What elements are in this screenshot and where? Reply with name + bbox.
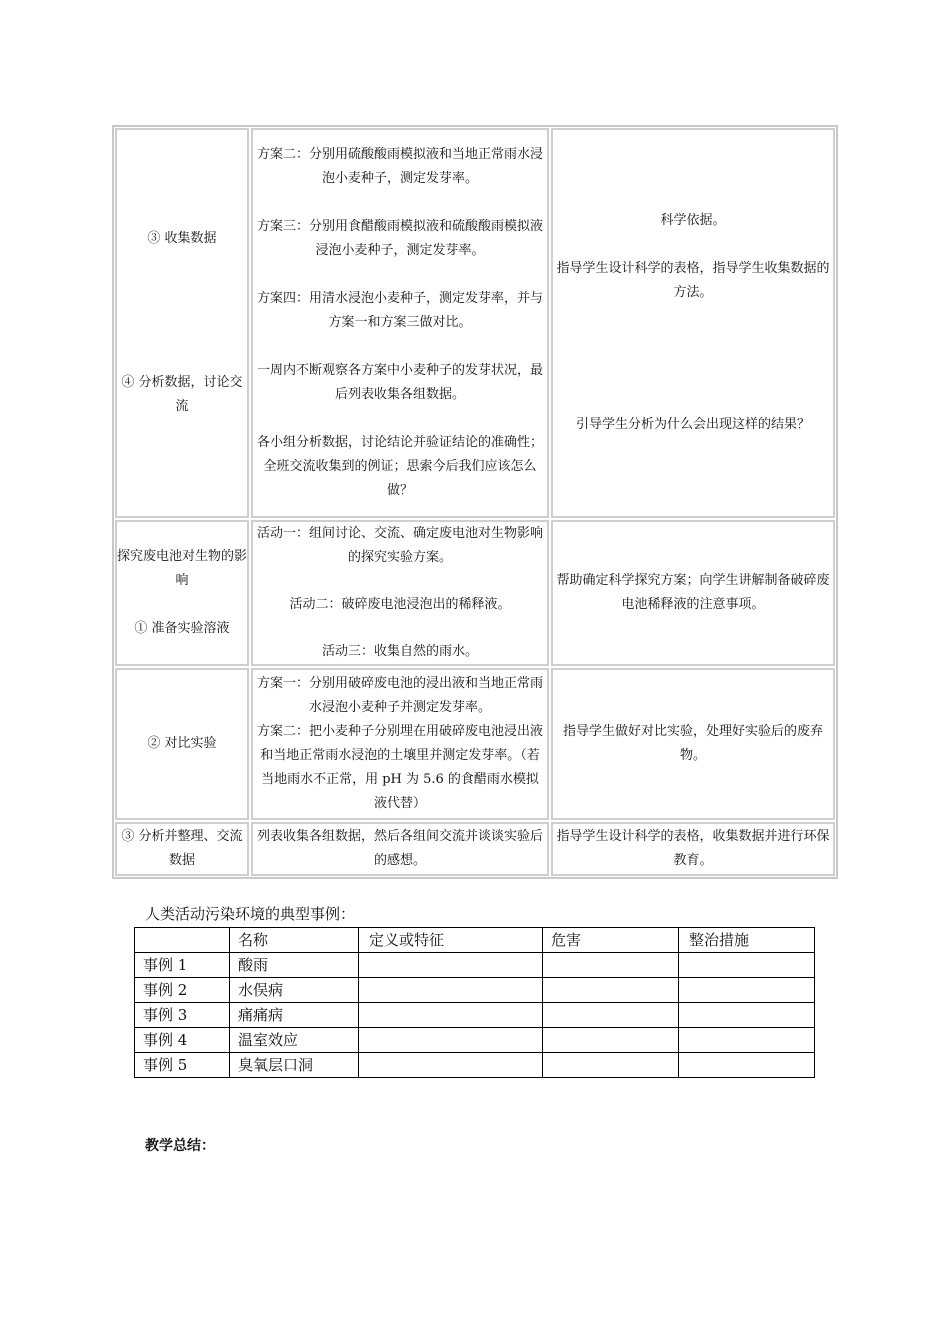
empty-cell <box>679 1053 815 1078</box>
empty-cell <box>543 1053 679 1078</box>
header-cell <box>135 928 230 953</box>
table-row <box>135 1028 815 1053</box>
activity-text: 方案一：分别用破碎废电池的浸出液和当地正常雨水浸泡小麦种子并测定发芽率。 <box>256 676 543 715</box>
event-name: 温室效应 <box>230 1028 359 1053</box>
stage-cell-compare <box>115 668 249 820</box>
empty-cell <box>679 978 815 1003</box>
header-cell: 定义或特征 <box>359 928 543 953</box>
guidance-text: 引导学生分析为什么会出现这样的结果？ <box>575 417 810 432</box>
empty-cell <box>679 953 815 978</box>
guidance-text: 指导学生设计科学的表格，收集数据并进行环保教育。 <box>556 829 830 868</box>
event-name: 酸雨 <box>230 953 359 978</box>
stage-label: ③ 收集数据 <box>147 231 217 246</box>
event-name: 水俣病 <box>230 978 359 1003</box>
table-row <box>135 1053 815 1078</box>
event-name: 痛痛病 <box>230 1003 359 1028</box>
activity-text: 各小组分析数据，讨论结论并验证结论的准确性；全班交流收集到的例证；思索今后我们应该怎么做？ <box>256 435 543 498</box>
table-header-row <box>135 928 815 953</box>
activity-text: 活动三：收集自然的雨水。 <box>321 644 478 659</box>
event-label: 事例 1 <box>135 953 230 978</box>
empty-cell <box>679 1003 815 1028</box>
activity-text: 方案二：分别用硫酸酸雨模拟液和当地正常雨水浸泡小麦种子，测定发芽率。 <box>256 147 543 186</box>
activity-text: 列表收集各组数据，然后各组间交流并谈谈实验后的感想。 <box>256 829 543 868</box>
stage-cell-battery <box>115 520 249 666</box>
empty-cell <box>359 1003 543 1028</box>
activity-text: 方案二：把小麦种子分别埋在用破碎废电池浸出液和当地正常雨水浸泡的土壤里并测定发芽率。（若当地雨水不正常，用 pH 为 5.6 的食醋雨水模拟液代替） <box>256 724 543 811</box>
header-cell: 危害 <box>543 928 679 953</box>
header-cell: 整治措施 <box>679 928 815 953</box>
event-label: 事例 2 <box>135 978 230 1003</box>
empty-cell <box>543 953 679 978</box>
activity-text: 方案三：分别用食醋酸雨模拟液和硫酸酸雨模拟液浸泡小麦种子，测定发芽率。 <box>256 219 543 258</box>
stage-cell-summarize <box>115 822 249 876</box>
pollution-events-table <box>134 927 815 1078</box>
guidance-text: 指导学生设计科学的表格，指导学生收集数据的方法。 <box>556 261 830 300</box>
pollution-table-caption: 人类活动污染环境的典型事例： <box>145 905 356 923</box>
stage-cell-collect-analyze <box>115 128 249 518</box>
event-label: 事例 5 <box>135 1053 230 1078</box>
stage-label: ① 准备实验溶液 <box>134 621 230 636</box>
guidance-text: 指导学生做好对比实验，处理好实验后的废弃物。 <box>562 724 823 763</box>
activity-cell <box>251 668 549 820</box>
empty-cell <box>359 953 543 978</box>
event-label: 事例 4 <box>135 1028 230 1053</box>
header-cell: 名称 <box>230 928 359 953</box>
activity-text: 活动二：破碎废电池浸泡出的稀释液。 <box>289 597 511 612</box>
event-label: 事例 3 <box>135 1003 230 1028</box>
empty-cell <box>359 978 543 1003</box>
activity-cell <box>251 822 549 876</box>
lesson-plan-table <box>112 125 838 879</box>
guidance-text: 科学依据。 <box>660 213 726 228</box>
activity-text: 一周内不断观察各方案中小麦种子的发芽状况，最后列表收集各组数据。 <box>256 363 543 402</box>
empty-cell <box>359 1053 543 1078</box>
empty-cell <box>543 1028 679 1053</box>
teaching-summary-heading: 教学总结： <box>145 1138 215 1154</box>
guidance-cell <box>551 128 835 518</box>
stage-label: 探究废电池对生物的影响 <box>117 549 248 588</box>
empty-cell <box>679 1028 815 1053</box>
table-row <box>135 1003 815 1028</box>
activity-text: 方案四：用清水浸泡小麦种子，测定发芽率，并与方案一和方案三做对比。 <box>256 291 543 330</box>
stage-label: ② 对比实验 <box>147 736 217 751</box>
guidance-cell <box>551 668 835 820</box>
empty-cell <box>543 1003 679 1028</box>
stage-label: ③ 分析并整理、交流数据 <box>121 829 243 868</box>
activity-cell <box>251 520 549 666</box>
guidance-cell <box>551 520 835 666</box>
guidance-text: 帮助确定科学探究方案；向学生讲解制备破碎废电池稀释液的注意事项。 <box>556 573 830 612</box>
activity-cell <box>251 128 549 518</box>
empty-cell <box>543 978 679 1003</box>
activity-text: 活动一：组间讨论、交流、确定废电池对生物影响的探究实验方案。 <box>256 526 543 565</box>
empty-cell <box>359 1028 543 1053</box>
event-name: 臭氧层口洞 <box>230 1053 359 1078</box>
guidance-cell <box>551 822 835 876</box>
table-row <box>135 953 815 978</box>
table-row <box>135 978 815 1003</box>
stage-label: ④ 分析数据，讨论交流 <box>121 375 243 414</box>
